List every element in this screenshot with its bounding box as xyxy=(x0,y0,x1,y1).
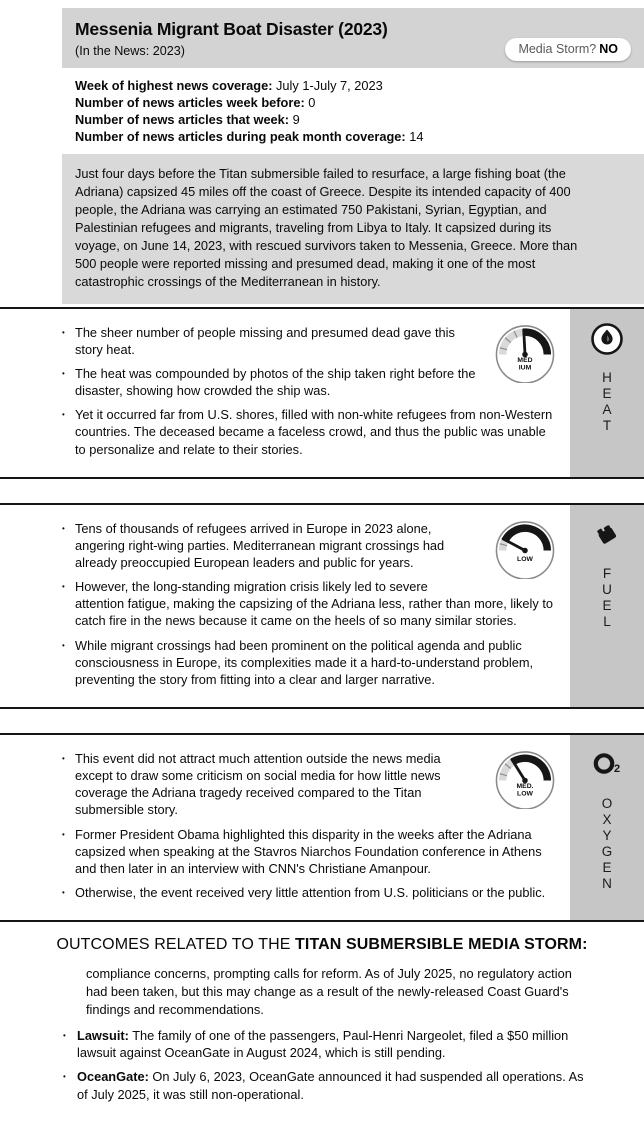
bullet-marker: • xyxy=(62,582,65,592)
vertical-letter: F xyxy=(602,565,612,581)
bullet-marker: • xyxy=(62,369,65,379)
outcomes-paragraph: compliance concerns, prompting calls for reform. As of July 2025, no regulatory action had been taken, but this may change as a result of the newly-released Coast Guard's findings and recommendations. xyxy=(86,966,572,1017)
bullet-marker: • xyxy=(62,888,65,898)
stat-label: Week of highest news coverage: xyxy=(75,78,273,93)
o2-icon xyxy=(590,748,624,782)
heat-sidebar xyxy=(570,309,644,477)
bullet-text: This event did not attract much attention outside the news media except to draw some criticism on social media for how little news coverage the Adriana tragedy received compared to the Titan submersible story. xyxy=(75,751,441,818)
svg-text:MED: MED xyxy=(517,356,533,364)
fuel-can-icon xyxy=(590,518,624,552)
svg-text:MED.: MED. xyxy=(516,782,534,790)
oxygen-gauge xyxy=(494,747,556,809)
coverage-stats xyxy=(0,68,644,154)
bullet-lead: OceanGate: xyxy=(77,1069,149,1085)
vertical-letter: E xyxy=(602,860,612,876)
vertical-letter: X xyxy=(602,812,612,828)
list-item xyxy=(62,884,558,901)
fuel-gauge xyxy=(494,517,556,579)
bullet-text: Tens of thousands of refugees arrived in Europe in 2023 alone, angering right-wing parties. Mediterranean migrant crossings had already preoccupied European leaders and public for years. xyxy=(75,520,445,571)
stat-value: 0 xyxy=(308,95,316,111)
bullet-text: On July 6, 2023, OceanGate announced it had suspended all operations. As of July 2025, it was still non-operational. xyxy=(77,1069,584,1102)
list-item xyxy=(62,637,558,688)
fuel-vertical-label xyxy=(602,566,612,630)
fuel-section xyxy=(0,503,644,709)
heat-gauge xyxy=(494,321,556,383)
outcomes-list xyxy=(63,1027,590,1104)
outcomes-section xyxy=(0,922,644,1131)
bullet-text: The sheer number of people missing and presumed dead gave this story heat. xyxy=(75,324,455,357)
bullet-text: Former President Obama highlighted this disparity in the weeks after the Adriana capsized when speaking at the Stavros Niarchos Foundation conference in Athens and then later in an interview with CNN's Christiane Amanpour. xyxy=(75,826,542,876)
heat-section xyxy=(0,307,644,479)
svg-text:2: 2 xyxy=(614,763,621,776)
bullet-marker: • xyxy=(63,1030,66,1040)
stat-line xyxy=(75,128,624,145)
bullet-lead: Lawsuit: xyxy=(77,1027,129,1043)
stat-label: Number of news articles during peak month coverage: xyxy=(75,129,406,145)
header xyxy=(62,8,644,68)
stat-label: Number of news articles week before: xyxy=(75,95,305,111)
list-item xyxy=(62,826,558,877)
outcomes-heading-prefix: OUTCOMES RELATED TO THE xyxy=(56,936,291,954)
page-title: Messenia Migrant Boat Disaster (2023) xyxy=(75,19,388,39)
vertical-letter: U xyxy=(602,581,612,597)
list-item xyxy=(62,406,558,457)
vertical-letter: H xyxy=(602,369,612,385)
bullet-text: While migrant crossings had been prominent on the political agenda and public consciousness in Europe, its complexities made it a hard-to-understand problem, preventing the story from fitting into a clear and larger narrative. xyxy=(75,637,534,687)
bullet-marker: • xyxy=(63,1072,66,1082)
bullet-text: The heat was compounded by photos of the ship taken right before the disaster, showing how crowded the ship was. xyxy=(75,366,476,399)
oxygen-section-content xyxy=(0,735,570,920)
list-item xyxy=(62,578,558,629)
media-storm-label: Media Storm? xyxy=(518,42,597,56)
svg-text:LOW: LOW xyxy=(517,555,533,563)
vertical-letter: O xyxy=(601,796,613,812)
fuel-sidebar xyxy=(570,505,644,707)
flame-icon xyxy=(590,322,624,356)
stat-value: July 1-July 7, 2023 xyxy=(276,78,383,93)
bullet-marker: • xyxy=(62,754,65,764)
oxygen-section xyxy=(0,733,644,922)
outcomes-heading xyxy=(0,936,644,954)
media-storm-badge xyxy=(505,38,631,61)
list-item xyxy=(62,750,558,819)
list-item xyxy=(63,1068,590,1104)
heat-vertical-label xyxy=(602,370,612,434)
bullet-marker: • xyxy=(62,523,65,533)
list-item xyxy=(62,324,558,358)
vertical-letter: A xyxy=(602,401,612,417)
vertical-letter: Y xyxy=(602,828,612,844)
fuel-section-content xyxy=(0,505,570,707)
heat-section-content xyxy=(0,309,570,477)
intro-paragraph: Just four days before the Titan submersible failed to resurface, a large fishing boat (the Adriana) capsized 45 miles off the coast of Greece. Despite its intended capacity of 400 people, the Adriana was carrying an estimated 750 Pakistani, Syrian, Egyptian, and Palestinian refugees and migrants, traveling from Libya to Italy. It capsized during its voyage, on June 14, 2023, with rescued survivors taken to Messenia, Greece. More than 500 people were reported missing and presumed dead, making it one of the most catastrophic crossings of the Mediterranean in history. xyxy=(62,154,644,304)
stat-label: Number of news articles that week: xyxy=(75,112,290,128)
list-item xyxy=(63,1027,590,1063)
svg-text:IUM: IUM xyxy=(518,364,532,372)
vertical-letter: E xyxy=(602,385,612,401)
oxygen-sidebar xyxy=(570,735,644,920)
vertical-letter: G xyxy=(601,844,613,860)
stat-line xyxy=(75,94,624,111)
page-subtitle: (In the News: 2023) xyxy=(75,44,185,58)
bullet-marker: • xyxy=(62,829,65,839)
bullet-text: The family of one of the passengers, Paul-Henri Nargeolet, filed a $50 million lawsuit against OceanGate in August 2024, which is still pending. xyxy=(77,1027,569,1061)
stat-line xyxy=(75,77,624,94)
oxygen-vertical-label xyxy=(602,796,613,892)
bullet-text: However, the long-standing migration crisis likely led to severe attention fatigue, making the capsizing of the Adriana less, rather than more, likely to catch fire in the news because it came on the heels of so many similar stories. xyxy=(75,579,554,629)
stat-value: 9 xyxy=(292,112,300,128)
vertical-letter: T xyxy=(602,417,612,433)
bullet-marker: • xyxy=(62,327,65,337)
list-item xyxy=(62,365,558,399)
list-item xyxy=(62,520,558,571)
vertical-letter: L xyxy=(603,613,611,629)
bullet-text: Otherwise, the event received very little attention from U.S. politicians or the public. xyxy=(75,885,546,901)
stat-line xyxy=(75,111,624,128)
vertical-letter: N xyxy=(602,876,612,892)
svg-text:LOW: LOW xyxy=(517,790,533,798)
bullet-text: Yet it occurred far from U.S. shores, filled with non-white refugees from non-Western countries. The deceased became a faceless crowd, and thus the public was unable to personalize and relate to their stories. xyxy=(75,407,553,457)
bullet-marker: • xyxy=(62,410,65,420)
outcomes-heading-emphasis: TITAN SUBMERSIBLE MEDIA STORM: xyxy=(295,936,588,954)
media-storm-value: NO xyxy=(599,42,618,56)
stat-value: 14 xyxy=(409,129,424,145)
vertical-letter: E xyxy=(602,597,612,613)
bullet-marker: • xyxy=(62,640,65,650)
